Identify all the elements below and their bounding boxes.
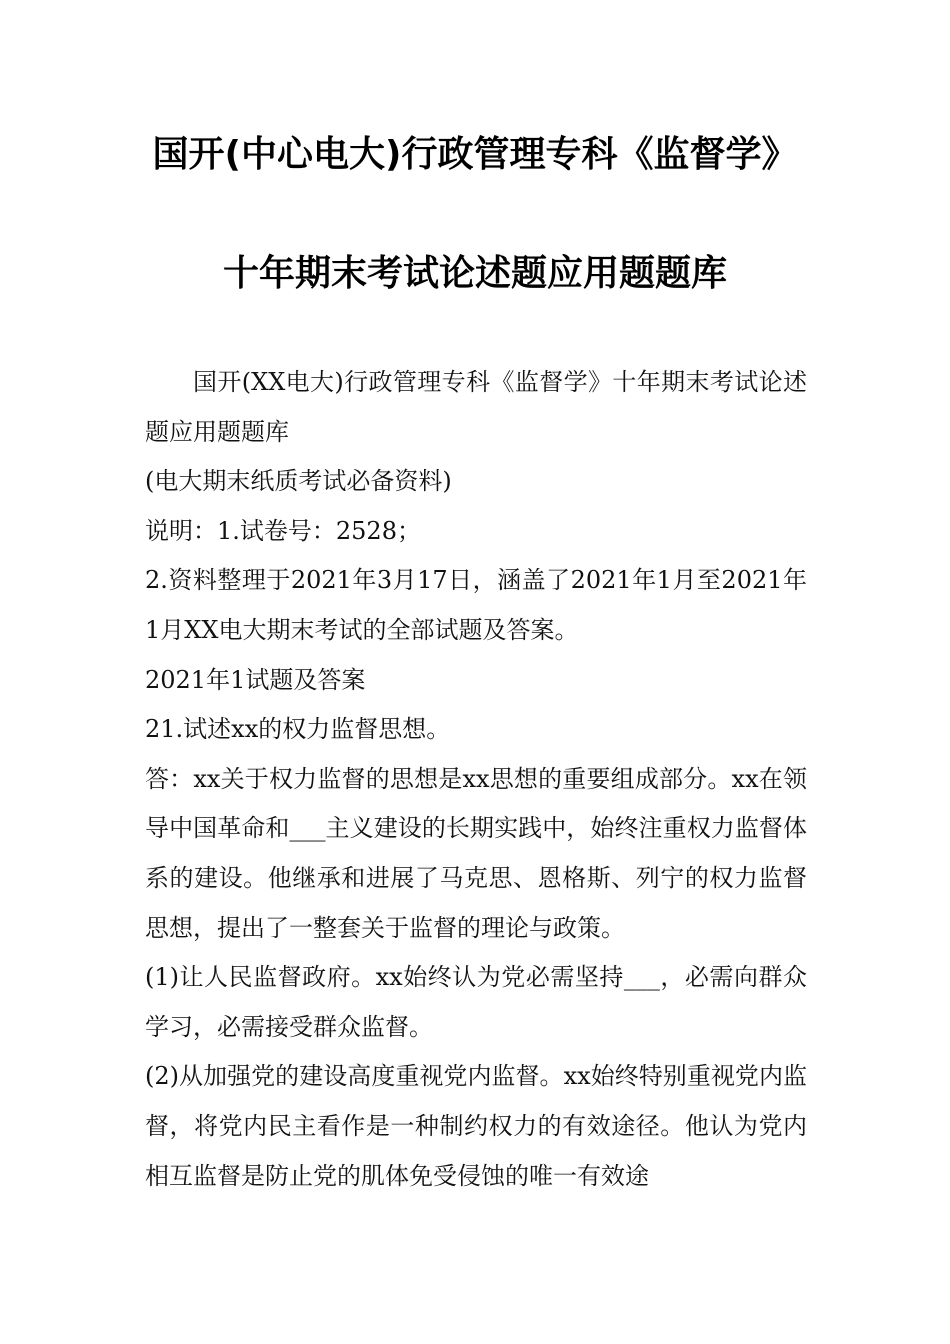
paragraph-exam-note: (电大期末纸质考试必备资料)	[145, 467, 452, 496]
answer-point-1: (1)让人民监督政府。xx始终认为党必需坚持___，必需向群众学习，必需接受群众监督。	[145, 963, 807, 1041]
section-heading: 2021年1试题及答案	[145, 665, 366, 694]
intro-paragraph: 国开(XX电大)行政管理专科《监督学》十年期末考试论述题应用题题库	[145, 368, 807, 446]
paragraph-compile-date: 2.资料整理于2021年3月17日，涵盖了2021年1月至2021年1月XX电大期末考试的全部试题及答案。	[145, 566, 807, 644]
paragraph-paper-number: 说明：1.试卷号：2528；	[145, 516, 421, 545]
document-title-line-1: 国开(中心电大)行政管理专科《监督学》	[152, 134, 798, 175]
document-title-line-2: 十年期末考试论述题应用题题库	[222, 253, 727, 294]
document-body	[145, 358, 807, 1201]
question-21: 21.试述xx的权力监督思想。	[145, 715, 451, 744]
answer-point-2: (2)从加强党的建设高度重视党内监督。xx始终特别重视党内监督，将党内民主看作是一种制约权力的有效途径。他认为党内相互监督是防止党的肌体免受侵蚀的唯一有效途	[145, 1062, 807, 1190]
answer-paragraph: 答：xx关于权力监督的思想是xx思想的重要组成部分。xx在领导中国革命和___主义建设的长期实践中，始终注重权力监督体系的建设。他继承和进展了马克思、恩格斯、列宁的权力监督思想，提出了一整套关于监督的理论与政策。	[145, 764, 807, 942]
